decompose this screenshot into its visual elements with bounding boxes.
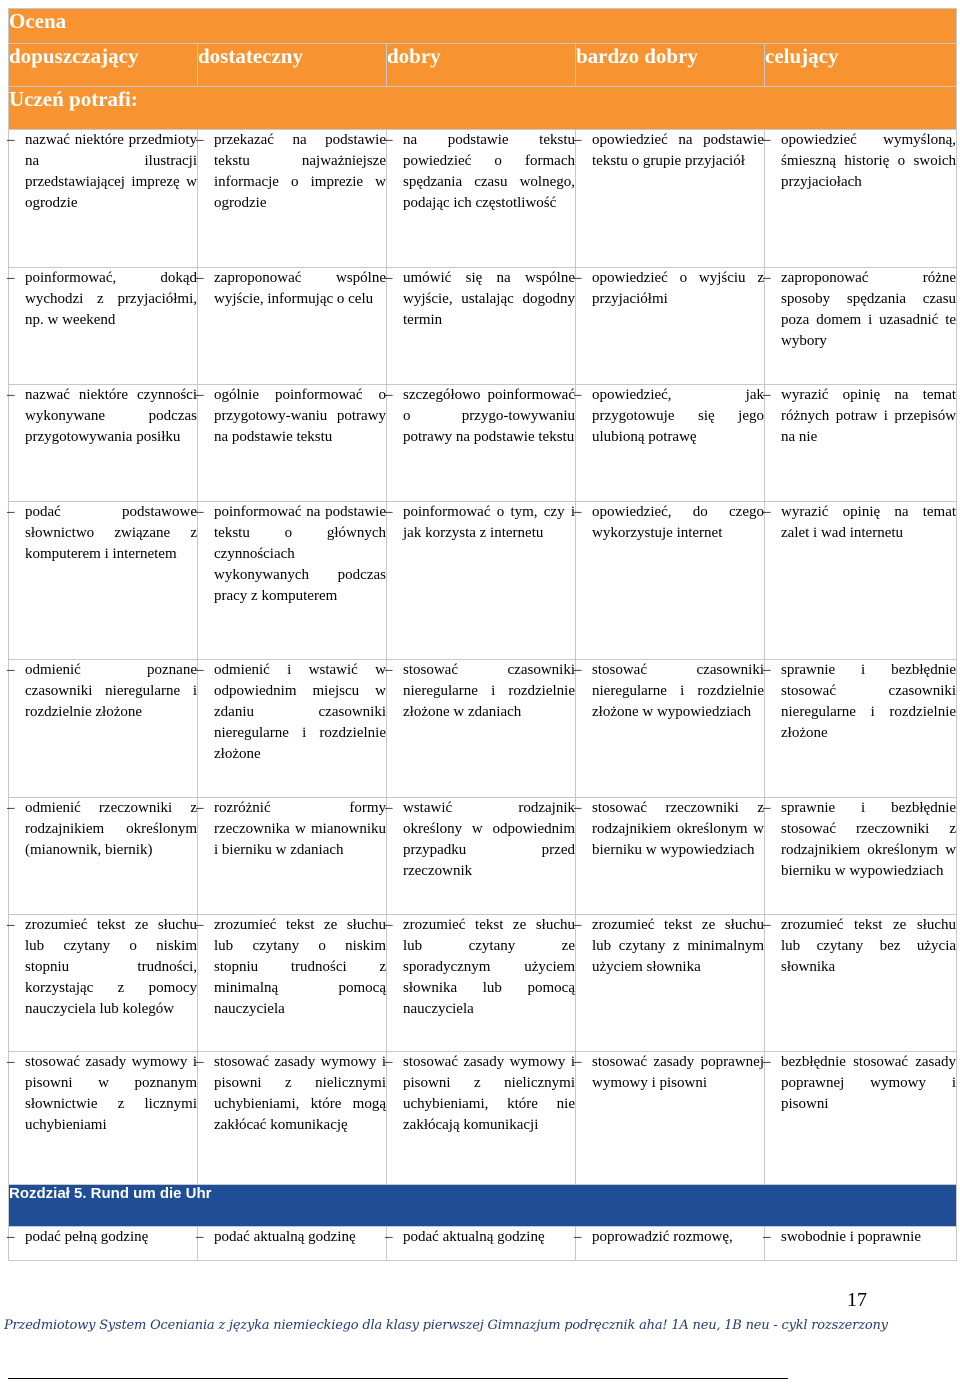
criterion-item: – podać pełną godzinę — [9, 1227, 197, 1248]
criterion-item: – umówić się na wspólne wyjście, ustalając dogodny termin — [387, 268, 575, 331]
grade-dobry: dobry — [387, 44, 576, 87]
criterion-item: – odmienić i wstawić w odpowiednim miejscu w zdaniu czasowniki nieregularne i rozdzielnie złożone — [198, 660, 386, 765]
criterion-item: – wyrazić opinię na temat zalet i wad internetu — [765, 502, 956, 544]
table-row — [9, 130, 957, 268]
criterion-item: – stosować czasowniki nieregularne i rozdzielnie złożone w wypowiedziach — [576, 660, 764, 723]
grading-table — [8, 8, 957, 1261]
footer-divider — [8, 1378, 788, 1379]
criterion-item: – opowiedzieć, jak przygotowuje się jego ulubioną potrawę — [576, 385, 764, 448]
header-ocena: Ocena — [9, 9, 957, 44]
criterion-item: – poinformować na podstawie tekstu o głównych czynnościach wykonywanych podczas pracy z komputerem — [198, 502, 386, 607]
criterion-item: – swobodnie i poprawnie — [765, 1227, 956, 1248]
header-uczen: Uczeń potrafi: — [9, 87, 957, 130]
criterion-item: – poinformować, dokąd wychodzi z przyjaciółmi, np. w weekend — [9, 268, 197, 331]
criterion-item: – opowiedzieć o wyjściu z przyjaciółmi — [576, 268, 764, 310]
criterion-item: – nazwać niektóre czynności wykonywane podczas przygotowywania posiłku — [9, 385, 197, 448]
page-number: 17 — [847, 1289, 867, 1311]
criterion-item: – opowiedzieć na podstawie tekstu o grupie przyjaciół — [576, 130, 764, 172]
table-row — [9, 660, 957, 798]
criterion-item: – na podstawie tekstu powiedzieć o formach spędzania czasu wolnego, podając ich częstotliwość — [387, 130, 575, 214]
criterion-item: – zaproponować różne sposoby spędzania czasu poza domem i uzasadnić te wybory — [765, 268, 956, 352]
table-row — [9, 798, 957, 915]
chapter-header-row — [9, 1185, 957, 1227]
criterion-item: – zrozumieć tekst ze słuchu lub czytany o niskim stopniu trudności, korzystając z pomocy nauczyciela lub kolegów — [9, 915, 197, 1020]
criterion-item: – nazwać niektóre przedmioty na ilustracji przedstawiającej imprezę w ogrodzie — [9, 130, 197, 214]
table-row — [9, 502, 957, 660]
criterion-item: – poinformować o tym, czy i jak korzysta z internetu — [387, 502, 575, 544]
criterion-item: – stosować zasady poprawnej wymowy i pisowni — [576, 1052, 764, 1094]
criterion-item: – sprawnie i bezbłędnie stosować rzeczowniki z rodzajnikiem określonym w bierniku w wypowiedziach — [765, 798, 956, 882]
table-row — [9, 1052, 957, 1185]
criterion-item: – stosować zasady wymowy i pisowni w poznanym słownictwie z licznymi uchybieniami — [9, 1052, 197, 1136]
header-uczen-row — [9, 87, 957, 130]
criterion-item: – opowiedzieć wymyśloną, śmieszną historię o swoich przyjaciołach — [765, 130, 956, 193]
criterion-item: – szczegółowo poinformować o przygo-towywaniu potrawy na podstawie tekstu — [387, 385, 575, 448]
criterion-item: – podać aktualną godzinę — [198, 1227, 386, 1248]
criterion-item: – ogólnie poinformować o przygotowy-waniu potrawy na podstawie tekstu — [198, 385, 386, 448]
criterion-item: – stosować zasady wymowy i pisowni z nielicznymi uchybieniami, które nie zakłócają komunikacji — [387, 1052, 575, 1136]
criterion-item: – zrozumieć tekst ze słuchu lub czytany z minimalnym użyciem słownika — [576, 915, 764, 978]
grade-celujacy: celujący — [765, 44, 957, 87]
criterion-item: – odmienić rzeczowniki z rodzajnikiem określonym (mianownik, biernik) — [9, 798, 197, 861]
criterion-item: – opowiedzieć, do czego wykorzystuje internet — [576, 502, 764, 544]
header-ocena-row — [9, 9, 957, 44]
criterion-item: – zrozumieć tekst ze słuchu lub czytany bez użycia słownika — [765, 915, 956, 978]
criterion-item: – podać podstawowe słownictwo związane z komputerem i internetem — [9, 502, 197, 565]
grade-dopuszczajacy: dopuszczający — [9, 44, 198, 87]
criterion-item: – stosować czasowniki nieregularne i rozdzielnie złożone w zdaniach — [387, 660, 575, 723]
chapter-title: Rozdział 5. Rund um die Uhr — [9, 1185, 957, 1227]
table-row — [9, 268, 957, 385]
criterion-item: – rozróżnić formy rzeczownika w mianowniku i bierniku w zdaniach — [198, 798, 386, 861]
criterion-item: – zrozumieć tekst ze słuchu lub czytany o niskim stopniu trudności z minimalną pomocą nauczyciela — [198, 915, 386, 1020]
criterion-item: – wstawić rodzajnik określony w odpowiednim przypadku przed rzeczownik — [387, 798, 575, 882]
criterion-item: – zaproponować wspólne wyjście, informując o celu — [198, 268, 386, 310]
criterion-item: – sprawnie i bezbłędnie stosować czasowniki nieregularne i rozdzielnie złożone — [765, 660, 956, 744]
criterion-item: – podać aktualną godzinę — [387, 1227, 575, 1248]
criterion-item: – stosować zasady wymowy i pisowni z nielicznymi uchybieniami, które mogą zakłócać komunikację — [198, 1052, 386, 1136]
grade-bardzo-dobry: bardzo dobry — [576, 44, 765, 87]
criterion-item: – odmienić poznane czasowniki nieregularne i rozdzielnie złożone — [9, 660, 197, 723]
table-row — [9, 1227, 957, 1261]
table-row — [9, 385, 957, 502]
grade-dostateczny: dostateczny — [198, 44, 387, 87]
table-row — [9, 915, 957, 1052]
criterion-item: – poprowadzić rozmowę, — [576, 1227, 764, 1248]
criterion-item: – stosować rzeczowniki z rodzajnikiem określonym w bierniku w wypowiedziach — [576, 798, 764, 861]
criterion-item: – bezbłędnie stosować zasady poprawnej wymowy i pisowni — [765, 1052, 956, 1115]
criterion-item: – przekazać na podstawie tekstu najważniejsze informacje o imprezie w ogrodzie — [198, 130, 386, 214]
criterion-item: – zrozumieć tekst ze słuchu lub czytany ze sporadycznym użyciem słownika lub pomocą nauczyciela — [387, 915, 575, 1020]
criterion-item: – wyrazić opinię na temat różnych potraw i przepisów na nie — [765, 385, 956, 448]
header-grades-row — [9, 44, 957, 87]
page-footer: Przedmiotowy System Oceniania z języka niemieckiego dla klasy pierwszej Gimnazjum podręcznik aha! 1A neu, 1B neu - cykl rozszerzony — [4, 1318, 888, 1333]
